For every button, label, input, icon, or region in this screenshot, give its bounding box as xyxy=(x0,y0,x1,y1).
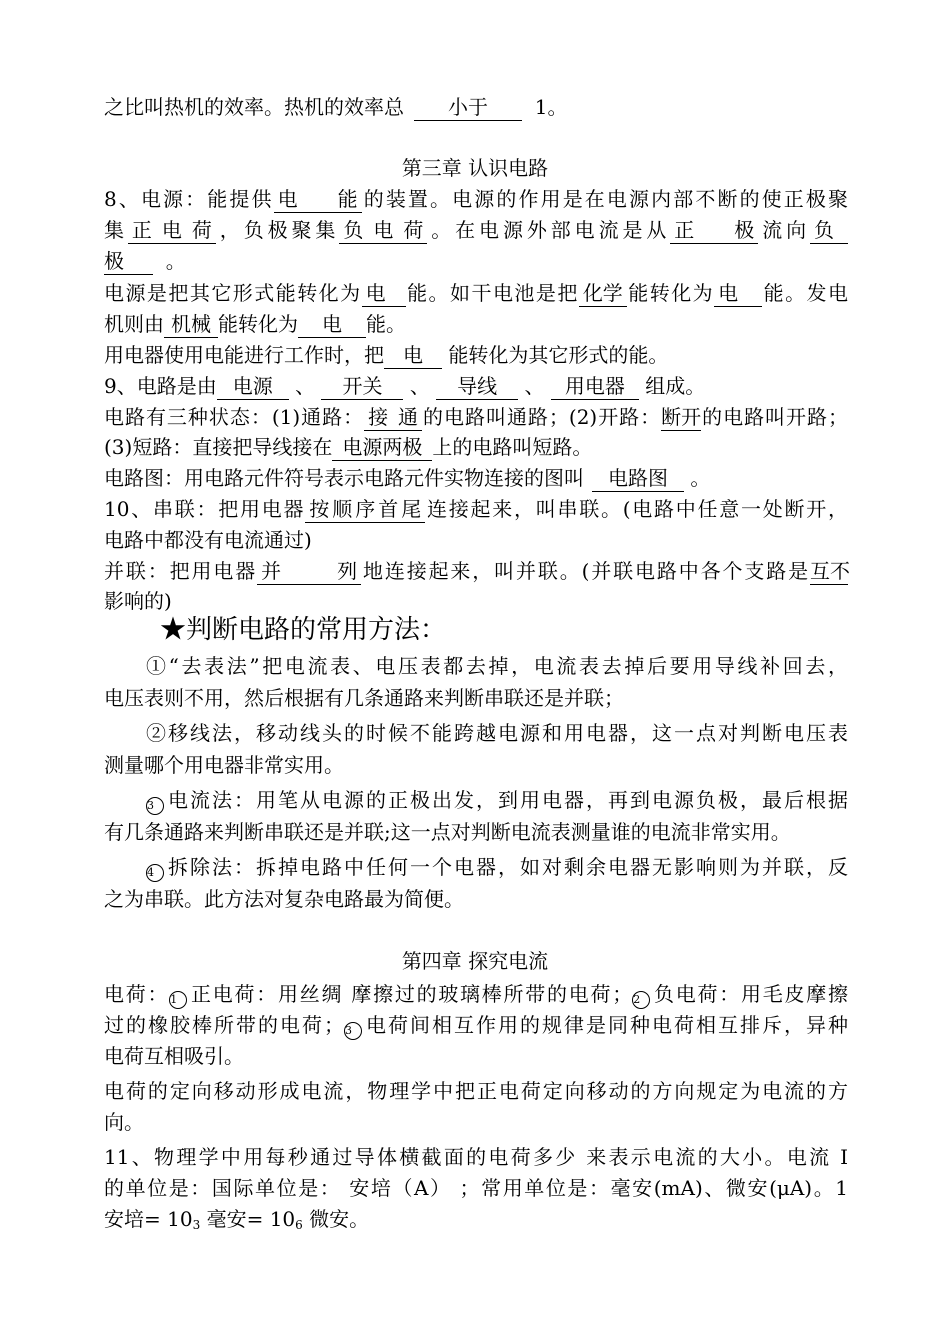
current-line1: 电荷的定向移动形成电流，物理学中把正电荷定向移动的方向规定为电流的方 xyxy=(104,1079,848,1103)
current-line2: 向。 xyxy=(104,1110,144,1134)
answer-blank: 并列 xyxy=(257,558,361,585)
parallel-line2: 影响的) xyxy=(104,589,172,613)
answer-blank: 小于 xyxy=(414,94,522,121)
circled-number-icon: 2 xyxy=(632,991,650,1009)
source-line2: 机则由 机械 能转化为 电 能。 xyxy=(104,312,406,336)
answer-blank: 用电器 xyxy=(551,373,639,400)
answer-blank: 电 xyxy=(714,280,762,307)
states-line2: (3)短路：直接把导线接在 电源两极 上的电路叫短路。 xyxy=(104,435,593,459)
answer-blank: 机械 xyxy=(164,311,218,338)
para11-line3: 安培= $10_3$ 毫安= $10_6$ 微安。 xyxy=(104,1207,370,1232)
para11-line2: 的单位是：国际单位是： 安培（A） ；常用单位是：毫安(mA)、微安(μA)。1 xyxy=(104,1176,848,1200)
chapter3-title: 第三章 认识电路 xyxy=(401,156,549,180)
answer-blank: 化学 xyxy=(579,280,627,307)
method2-line1: ②移线法，移动线头的时候不能跨越电源和用电器，这一点对判断电压表 xyxy=(146,721,848,745)
method4-line2: 之为串联。此方法对复杂电路最为简便。 xyxy=(104,887,464,911)
answer-blank: 断开 xyxy=(661,405,702,429)
appliance-line: 用电器使用电能进行工作时，把 电 能转化为其它形式的能。 xyxy=(104,343,669,367)
charge-line2: 过的橡胶棒所带的电荷；3 电荷间相互作用的规律是同种电荷相互排斥，异种 xyxy=(104,1010,848,1040)
answer-blank: 开关 xyxy=(321,373,403,400)
answer-blank: 电 xyxy=(384,342,442,369)
answer-blank: 电路图 xyxy=(592,465,684,492)
circled-number-icon: 1 xyxy=(169,991,187,1009)
method1-line2: 电压表则不用，然后根据有几条通路来判断串联还是并联； xyxy=(104,686,624,710)
circled-number-icon: 3 xyxy=(344,1022,362,1040)
source-line1: 电源是把其它形式能转化为 电 能。如干电池是把 化学 能转化为 电 能。发电 xyxy=(104,281,849,305)
chapter4-title: 第四章 探究电流 xyxy=(401,949,549,973)
para10-line1: 10、串联：把用电器 按顺序首尾 连接起来，叫串联。(电路中任意一处断开， xyxy=(104,497,849,521)
answer-blank: 正极 xyxy=(670,217,758,244)
answer-blank: 互不 xyxy=(810,559,851,583)
methods-heading: ★判断电路的常用方法： xyxy=(160,615,447,645)
para8-line1: 8、电源：能提供 电能 的装置。电源的作用是在电源内部不断的使正极聚 xyxy=(104,187,849,211)
answer-blank: 负 xyxy=(810,217,848,244)
answer-blank: 按顺序首尾 xyxy=(305,496,425,523)
answer-blank: 负电荷 xyxy=(339,217,427,244)
circled-number-icon: 3 xyxy=(146,797,164,815)
para8-line2: 集 正电荷 ，负极聚集 负电荷 。在电源外部电流是从 正极 流向 负 xyxy=(104,215,848,245)
para9-line: 9、电路是由 电源 、 开关 、 导线 、 用电器 组成。 xyxy=(104,374,706,398)
method3-line1: 3 电流法：用笔从电源的正极出发，到用电器，再到电源负极，最后根据 xyxy=(146,785,848,815)
answer-blank: 导线 xyxy=(436,373,518,400)
para10-line2: 电路中都没有电流通过) xyxy=(104,528,312,552)
para8-line3: 极 。 xyxy=(104,249,186,273)
method1-line1: ①“去表法”把电流表、电压表都去掉，电流表去掉后要用导线补回去， xyxy=(146,654,848,678)
method2-line2: 测量哪个用电器非常实用。 xyxy=(104,753,344,777)
answer-blank: 电 xyxy=(362,280,406,307)
answer-blank: 极 xyxy=(104,248,153,275)
answer-blank: 电源两极 xyxy=(332,434,432,461)
answer-blank: 电能 xyxy=(274,186,362,213)
states-line1: 电路有三种状态：(1)通路： 接通 的电路叫通路；(2)开路：断开的电路叫开路； xyxy=(104,405,848,429)
para11-line1: 11、物理学中用每秒通过导体横截面的电荷多少 来表示电流的大小。电流 I xyxy=(104,1145,848,1169)
charge-line3: 电荷互相吸引。 xyxy=(104,1044,244,1068)
method4-line1: 4 拆除法：拆掉电路中任何一个电器，如对剩余电器无影响则为并联，反 xyxy=(146,852,848,882)
answer-blank: 接通 xyxy=(364,404,422,431)
answer-blank: 电源 xyxy=(217,373,289,400)
circled-number-icon: 4 xyxy=(146,864,164,882)
answer-blank: 电 xyxy=(298,311,366,338)
charge-line1: 电荷：1 正电荷：用丝绸 摩擦过的玻璃棒所带的电荷；2 负电荷：用毛皮摩擦 xyxy=(104,979,848,1009)
answer-blank: 正电荷 xyxy=(128,217,216,244)
parallel-line1: 并联：把用电器 并列 地连接起来，叫并联。(并联电路中各个支路是互不 xyxy=(104,559,851,583)
method3-line2: 有几条通路来判断串联还是并联;这一点对判断电流表测量谁的电流非常实用。 xyxy=(104,820,791,844)
diagram-line: 电路图：用电路元件符号表示电路元件实物连接的图叫 电路图 。 xyxy=(104,466,711,490)
efficiency-line: 之比叫热机的效率。热机的效率总 小于 1。 xyxy=(104,95,568,119)
